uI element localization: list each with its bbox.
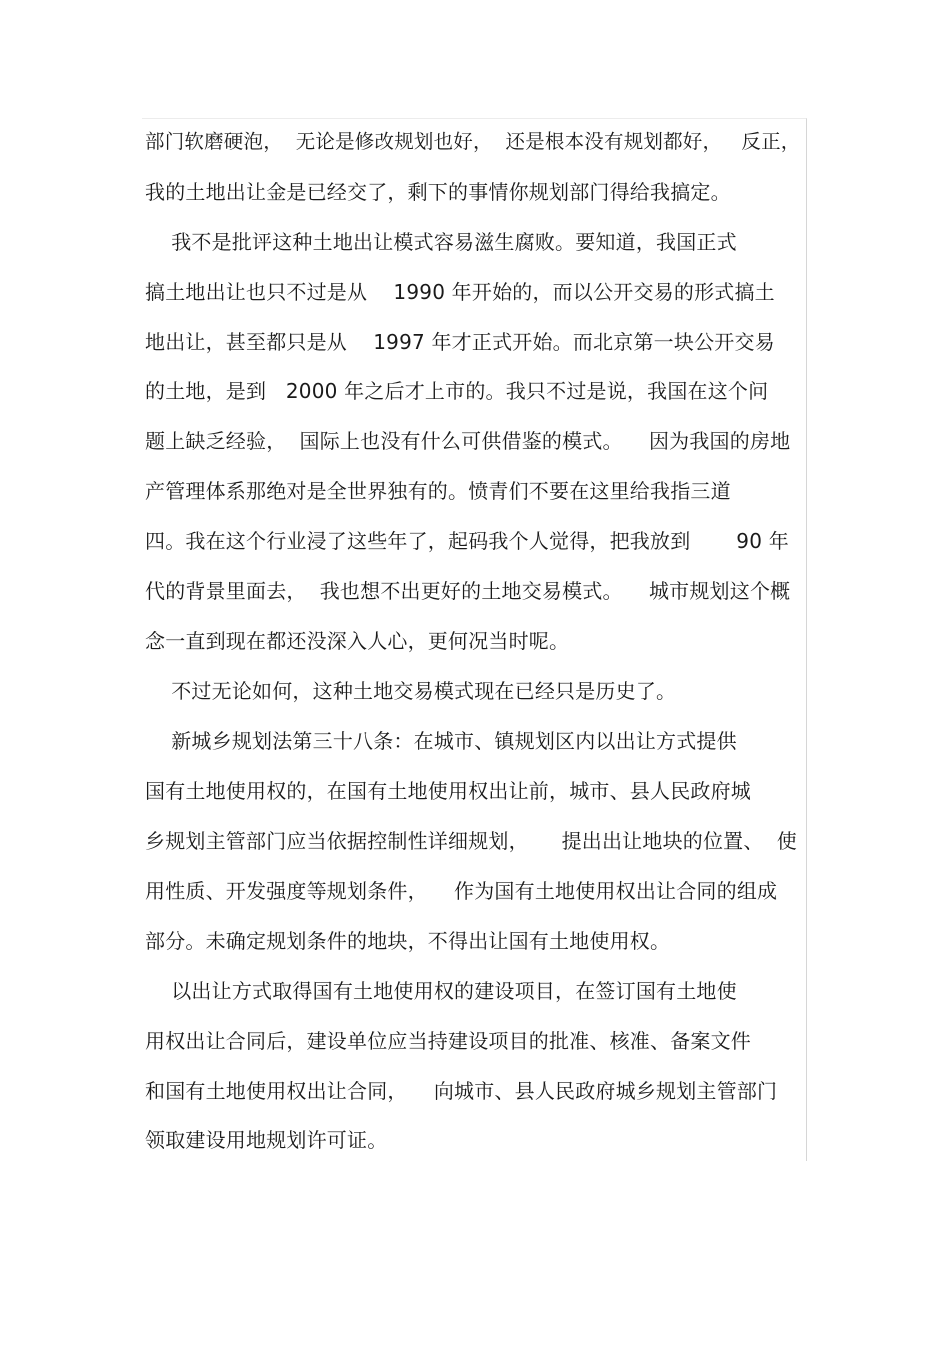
text-line: 搞土地出让也只不过是从 1990 年开始的，而以公开交易的形式搞土	[145, 280, 775, 304]
text-line: 部门软磨硬泡， 无论是修改规划也好， 还是根本没有规划都好， 反正，	[145, 130, 801, 153]
text-line: 新城乡规划法第三十八条：在城市、镇规划区内以出让方式提供	[145, 729, 737, 753]
text-line: 念一直到现在都还没深入人心，更何况当时呢。	[145, 629, 570, 653]
text-line: 题上缺乏经验， 国际上也没有什么可供借鉴的模式。 因为我国的房地	[145, 429, 791, 453]
text-line: 我的土地出让金是已经交了，剩下的事情你规划部门得给我搞定。	[145, 180, 731, 204]
text-line: 部分。未确定规划条件的地块，不得出让国有土地使用权。	[145, 929, 671, 953]
text-line: 代的背景里面去， 我也想不出更好的土地交易模式。 城市规划这个概	[145, 579, 791, 603]
text-line: 四。我在这个行业浸了这些年了，起码我个人觉得，把我放到 90 年	[145, 529, 789, 553]
text-line: 地出让，甚至都只是从 1997 年才正式开始。而北京第一块公开交易	[145, 330, 775, 354]
text-line: 和国有土地使用权出让合同， 向城市、县人民政府城乡规划主管部门	[145, 1079, 778, 1103]
text-line: 以出让方式取得国有土地使用权的建设项目，在签订国有土地使	[145, 979, 737, 1003]
text-line: 领取建设用地规划许可证。	[145, 1128, 388, 1152]
text-line: 乡规划主管部门应当依据控制性详细规划， 提出出让地块的位置、 使	[145, 829, 797, 853]
text-line: 产管理体系那绝对是全世界独有的。愤青们不要在这里给我指三道	[145, 479, 731, 503]
text-line: 不过无论如何，这种土地交易模式现在已经只是历史了。	[145, 679, 677, 703]
text-line: 的土地，是到 2000 年之后才上市的。我只不过是说，我国在这个问	[145, 379, 769, 403]
text-line: 用权出让合同后，建设单位应当持建设项目的批准、核准、备案文件	[145, 1029, 751, 1053]
text-line: 国有土地使用权的，在国有土地使用权出让前，城市、县人民政府城	[145, 779, 751, 803]
text-line: 用性质、开发强度等规划条件， 作为国有土地使用权出让合同的组成	[145, 879, 778, 903]
text-line: 我不是批评这种土地出让模式容易滋生腐败。要知道，我国正式	[145, 230, 737, 254]
